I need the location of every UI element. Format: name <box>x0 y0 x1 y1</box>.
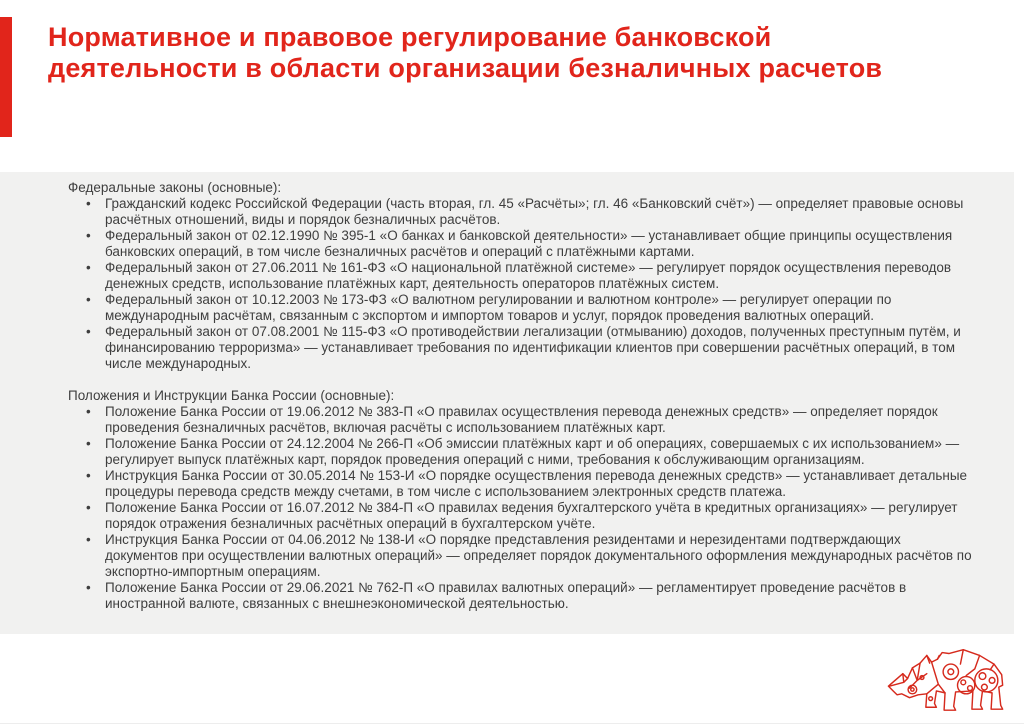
list-item: • Положение Банка России от 29.06.2021 № 762-П «О правилах валютных операций» — регламентирует проведение расчётов в иностранной валюте, связанных с внешнеэкономической деятельностью. <box>68 580 973 612</box>
slide-title: Нормативное и правовое регулирование банковской деятельности в области организации безналичных расчетов <box>48 22 883 83</box>
bank-regulations-list <box>68 404 1014 612</box>
list-item: • Положение Банка России от 16.07.2012 № 384-П «О правилах ведения бухгалтерского учёта в кредитных организациях» — регулирует порядок отражения безналичных расчётных операций в бухгалтерском учёте. <box>68 500 973 532</box>
section-heading: Положения и Инструкции Банка России (основные): <box>68 388 395 403</box>
list-item: • Гражданский кодекс Российской Федерации (часть вторая, гл. 45 «Расчёты»; гл. 46 «Банковский счёт») — определяет правовые основы расчётных отношений, виды и порядок безналичных расчётов. <box>68 196 973 228</box>
list-item: • Положение Банка России от 19.06.2012 № 383-П «О правилах осуществления перевода денежных средств» — определяет порядок проведения безналичных расчётов, включая расчёты с использованием платёжных карт. <box>68 404 973 436</box>
list-item: • Федеральный закон от 07.08.2001 № 115-ФЗ «О противодействии легализации (отмыванию) доходов, полученных преступным путём, и финансированию терроризма» — устанавливает требования по идентификации клиентов при совершении расчётных операций, в том числе международных. <box>68 324 973 372</box>
list-item: • Федеральный закон от 27.06.2011 № 161-ФЗ «О национальной платёжной системе» — регулирует порядок осуществления переводов денежных средств, использование платёжных карт, деятельность операторов платёжных систем. <box>68 260 973 292</box>
federal-laws-list <box>68 196 1014 372</box>
content-panel <box>0 172 1014 634</box>
list-item: • Инструкция Банка России от 30.05.2014 № 153-И «О порядке осуществления перевода денежных средств» — устанавливает детальные процедуры перевода средств между счетами, в том числе с использованием электронных средств платежа. <box>68 468 973 500</box>
section-bank-regulations <box>68 388 1014 612</box>
section-federal-laws <box>68 180 1014 372</box>
rhino-logo-icon <box>882 642 1010 714</box>
section-spacer <box>68 372 1014 388</box>
list-item: • Положение Банка России от 24.12.2004 № 266-П «Об эмиссии платёжных карт и об операциях, совершаемых с их использованием» — регулирует выпуск платёжных карт, порядок проведения операций с ними, требования к обслуживающим организациям. <box>68 436 973 468</box>
list-item: • Федеральный закон от 10.12.2003 № 173-ФЗ «О валютном регулировании и валютном контроле» — регулирует операции по международным расчётам, связанным с экспортом и импортом товаров и услуг, порядок проведения валютных операций. <box>68 292 973 324</box>
section-heading: Федеральные законы (основные): <box>68 180 282 195</box>
list-item: • Федеральный закон от 02.12.1990 № 395-1 «О банках и банковской деятельности» — устанавливает общие принципы осуществления банковских операций, в том числе безналичных расчётов и операций с платёжными картами. <box>68 228 973 260</box>
title-accent-bar <box>0 17 12 137</box>
list-item: • Инструкция Банка России от 04.06.2012 № 138-И «О порядке представления резидентами и нерезидентами подтверждающих документов при осуществлении валютных операций» — определяет порядок документального оформления международных расчётов по экспортно-импортным операциям. <box>68 532 973 580</box>
